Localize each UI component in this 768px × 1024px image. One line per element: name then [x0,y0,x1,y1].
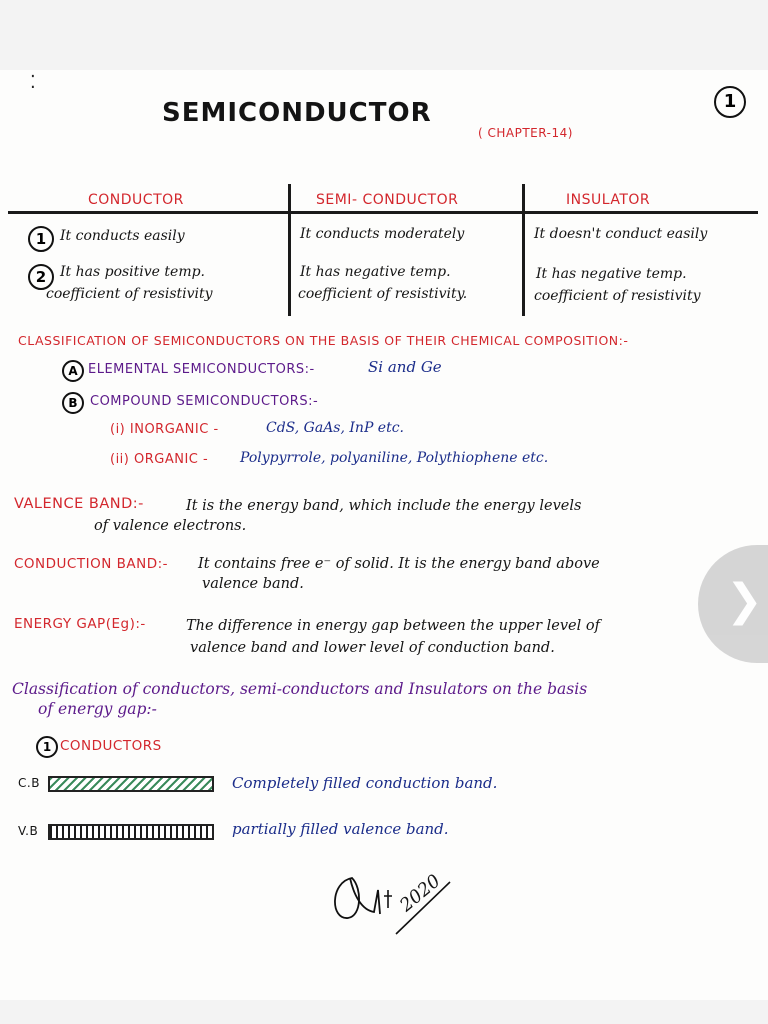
row1-conductor: It conducts easily [60,228,185,244]
col-header-semiconductor: SEMI- CONDUCTOR [316,192,459,208]
signature-date: 2020 [396,870,445,917]
row1-semiconductor: It conducts moderately [300,226,465,242]
energy-gap-label: ENERGY GAP(Eg):- [14,616,146,632]
row2-marker: 2 [28,264,54,290]
conduction-band-label: CONDUCTION BAND:- [14,556,169,572]
valence-band-label: VALENCE BAND:- [14,496,144,512]
organic-value: Polypyrrole, polyaniline, Polythiophene etc. [240,450,549,466]
conductors-label: CONDUCTORS [60,738,162,754]
signature [322,868,472,944]
chapter-label: ( CHAPTER-14) [478,126,573,140]
row2-semiconductor-line2: coefficient of resistivity. [298,286,468,302]
col-header-insulator: INSULATOR [566,192,651,208]
table-col-divider-1 [288,184,291,316]
notebook-page [0,70,768,1000]
cb-label: C.B [18,776,40,790]
chevron-right-icon: ❯ [726,575,763,626]
row1-insulator: It doesn't conduct easily [534,226,708,242]
elemental-value: Si and Ge [368,358,442,376]
energy-gap-text-2: valence band and lower level of conduction band. [190,640,555,656]
valence-band-bar [48,824,214,840]
compound-marker: B [62,392,84,414]
energy-gap-text-1: The difference in energy gap between the upper level of [186,618,600,634]
row2-insulator-line2: coefficient of resistivity [534,288,701,304]
classification-heading: CLASSIFICATION OF SEMICONDUCTORS ON THE BASIS OF THEIR CHEMICAL COMPOSITION:- [18,333,629,348]
conduction-band-bar [48,776,214,792]
inorganic-label: (i) INORGANIC - [110,422,219,437]
cb-description: Completely filled conduction band. [232,774,498,792]
valence-band-text-2: of valence electrons. [94,518,247,534]
smudge-mark: ⁚ [30,72,36,93]
elemental-label: ELEMENTAL SEMICONDUCTORS:- [88,362,315,377]
valence-band-text-1: It is the energy band, which include the energy levels [186,498,582,514]
elemental-marker: A [62,360,84,382]
table-header-divider [8,211,758,214]
col-header-conductor: CONDUCTOR [88,192,184,208]
conductors-marker: 1 [36,736,58,758]
row2-semiconductor-line1: It has negative temp. [300,264,451,280]
conduction-band-text-1: It contains free e⁻ of solid. It is the energy band above [198,556,600,572]
row1-marker: 1 [28,226,54,252]
page-number [714,86,746,118]
organic-label: (ii) ORGANIC - [110,452,209,467]
energy-gap-heading-1: Classification of conductors, semi-conductors and Insulators on the basis [12,680,588,698]
table-col-divider-2 [522,184,525,316]
vb-label: V.B [18,824,39,838]
page-number-value: 1 [714,86,746,118]
compound-label: COMPOUND SEMICONDUCTORS:- [90,394,319,409]
vb-description: partially filled valence band. [232,820,449,838]
conduction-band-text-2: valence band. [202,576,304,592]
page-title: SEMICONDUCTOR [162,98,432,128]
inorganic-value: CdS, GaAs, InP etc. [266,420,405,436]
row2-conductor-line2: coefficient of resistivity [46,286,213,302]
row2-insulator-line1: It has negative temp. [536,266,687,282]
energy-gap-heading-2: of energy gap:- [38,700,157,718]
row2-conductor-line1: It has positive temp. [60,264,206,280]
